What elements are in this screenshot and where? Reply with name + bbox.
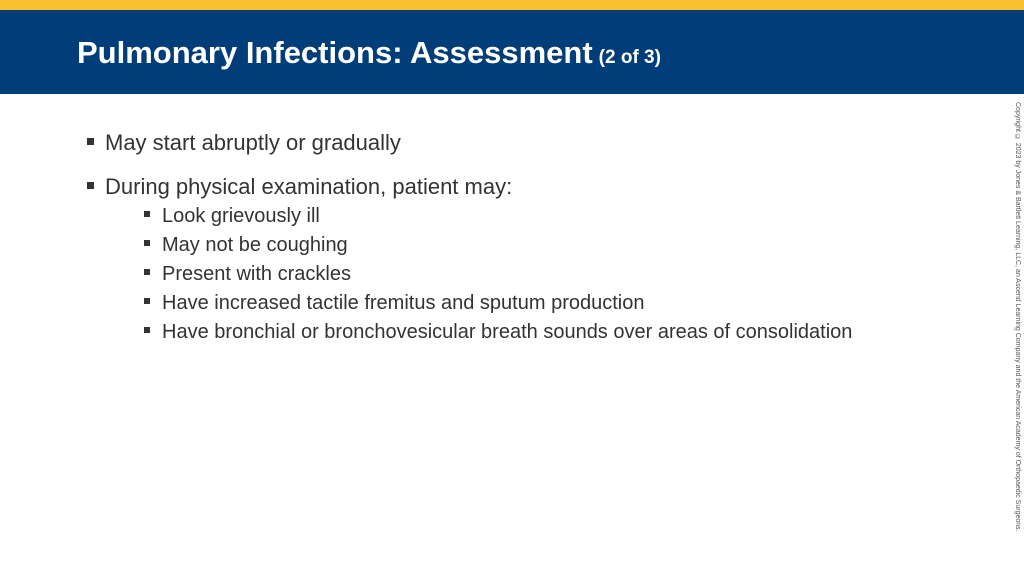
slide-title-text: Pulmonary Infections: Assessment [77, 35, 593, 70]
bullet-item [86, 172, 986, 347]
slide-title [77, 33, 661, 78]
sub-bullet-item [143, 231, 986, 260]
sub-bullet-item [143, 289, 986, 318]
square-bullet-icon [87, 182, 94, 189]
sub-bullet-text: Present with crackles [162, 263, 351, 285]
sub-bullet-item [143, 260, 986, 289]
bullet-list [86, 128, 986, 347]
slide-title-part-indicator: (2 of 3) [598, 47, 661, 68]
square-bullet-icon [144, 269, 150, 275]
bullet-text: May start abruptly or gradually [105, 130, 401, 155]
top-accent-bar [0, 0, 1024, 10]
sub-bullet-text: Look grievously ill [162, 205, 320, 227]
square-bullet-icon [144, 240, 150, 246]
square-bullet-icon [144, 298, 150, 304]
slide-body [86, 128, 986, 361]
square-bullet-icon [87, 138, 94, 145]
sub-bullet-item [143, 318, 986, 347]
sub-bullet-item [143, 202, 986, 231]
sub-bullet-text: Have increased tactile fremitus and sputum production [162, 292, 645, 314]
square-bullet-icon [144, 327, 150, 333]
square-bullet-icon [144, 211, 150, 217]
copyright-notice: Copyright © 2023 by Jones & Bartlett Learning, LLC, an Ascend Learning Company and the American Academy of Orthopaedic Surgeons. [1014, 102, 1021, 532]
bullet-text: During physical examination, patient may: [105, 174, 513, 199]
sub-bullet-list [105, 202, 986, 347]
sub-bullet-text: May not be coughing [162, 234, 348, 256]
sub-bullet-text: Have bronchial or bronchovesicular breath sounds over areas of consolidation [162, 321, 853, 343]
bullet-item [86, 128, 986, 158]
